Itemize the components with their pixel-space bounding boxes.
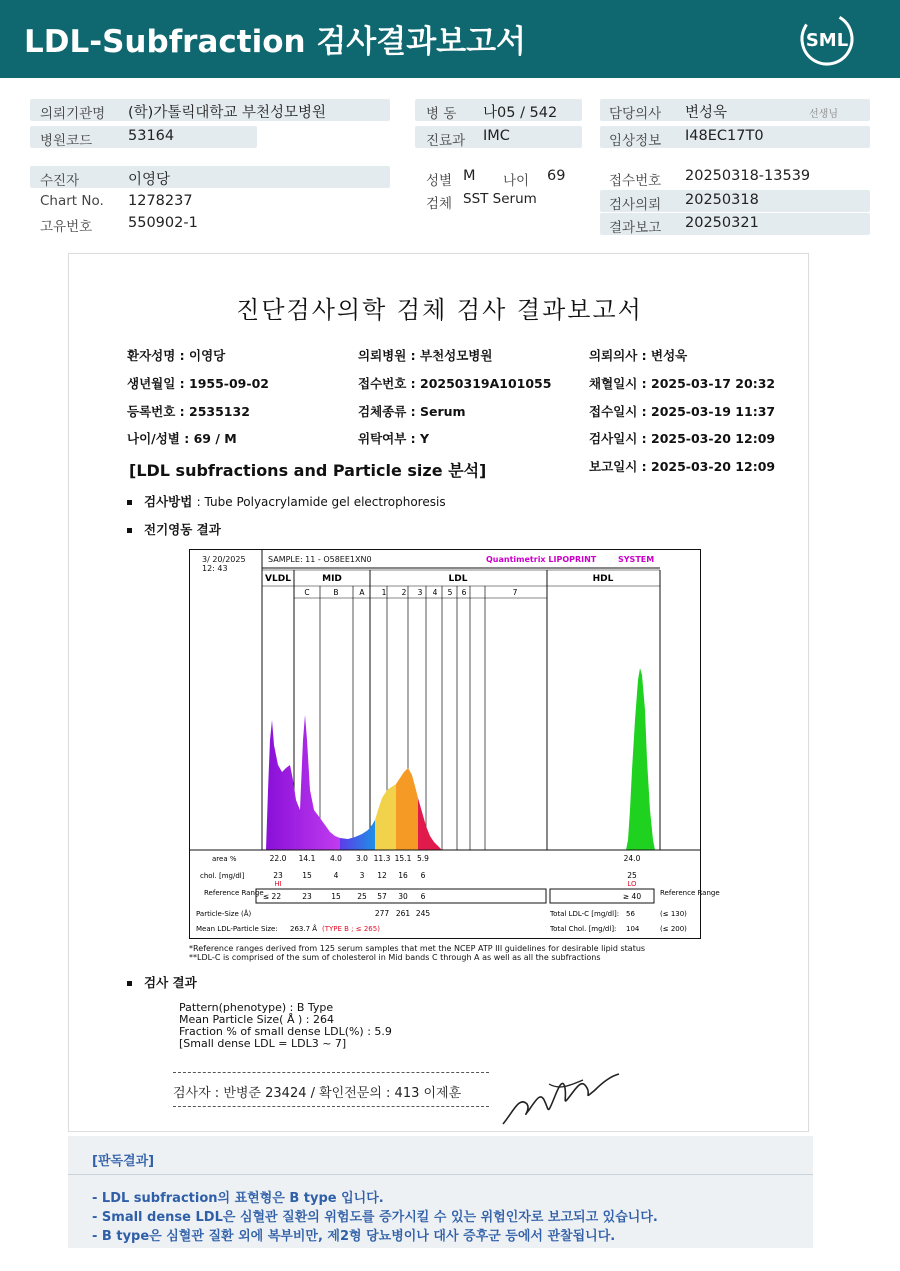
- tester-line: 검사자 : 반병준 23424 / 확인전문의 : 413 이제훈: [173, 1086, 462, 1101]
- uid-value: 550902-1: [128, 215, 198, 231]
- signature: [499, 1066, 629, 1130]
- area-c: 14.1: [298, 854, 316, 863]
- total-ldl-value: 56: [626, 910, 635, 918]
- chol-3: 6: [420, 871, 426, 880]
- band-5: 5: [447, 588, 453, 597]
- band-7: 7: [512, 588, 518, 597]
- chart-svg: [190, 550, 720, 938]
- result-small-dense: [Small dense LDL = LDL3 ~ 7]: [179, 1037, 347, 1050]
- dept-row: [415, 126, 582, 148]
- total-ldl-label: Total LDL-C [mg/dl]:: [550, 910, 620, 918]
- band-c: C: [304, 588, 310, 597]
- clinical-value: I48EC17T0: [685, 128, 764, 144]
- doctor-row: [600, 99, 870, 121]
- ref-vldl: ≤ 22: [262, 892, 282, 901]
- chol-c: 15: [302, 871, 312, 880]
- chart-time: 12: 43: [202, 564, 228, 573]
- band-3: 3: [417, 588, 423, 597]
- flag-lo: LO: [627, 880, 637, 888]
- chol-1: 12: [377, 871, 387, 880]
- ref-3: 6: [420, 892, 426, 901]
- field-specimen-type: 검체종류 : Serum: [358, 404, 466, 419]
- total-ldl-ref: (≤ 130): [660, 910, 687, 918]
- chol-a: 3: [359, 871, 365, 880]
- sml-logo: [798, 10, 856, 68]
- area-2: 15.1: [394, 854, 412, 863]
- divider: [173, 1106, 489, 1107]
- ps-3: 245: [415, 909, 431, 918]
- doctor-value: 변성욱: [685, 105, 728, 121]
- ldl3-peak: [418, 798, 442, 850]
- ps-2: 261: [395, 909, 411, 918]
- band-1: 1: [381, 588, 387, 597]
- area-vldl: 22.0: [269, 854, 287, 863]
- request-value: 20250318: [685, 192, 759, 208]
- judgement-item: - Small dense LDL은 심혈관 질환의 위험도를 증가시킬 수 있는 위험인자로 보고되고 있습니다.: [92, 1210, 658, 1225]
- request-label: 검사의뢰: [609, 197, 662, 213]
- electro-label: 전기영동 결과: [144, 522, 221, 537]
- area-a: 3.0: [356, 854, 368, 863]
- chart-sample: SAMPLE: 11 - O58EE1XN0: [268, 555, 372, 564]
- field-received: 접수일시 : 2025-03-19 11:37: [589, 404, 776, 419]
- result-label: 검사 결과: [144, 975, 197, 990]
- bullet-icon: [127, 981, 132, 986]
- divider: [173, 1072, 489, 1073]
- receipt-label: 접수번호: [609, 173, 662, 189]
- sex-age-row: [415, 166, 582, 188]
- mean-value: 263.7 Å: [290, 925, 318, 933]
- clinical-row: [600, 126, 870, 148]
- chart-brand: Quantimetrix LIPOPRINT: [486, 555, 597, 564]
- field-collect: 채혈일시 : 2025-03-17 20:32: [589, 376, 776, 391]
- group-ldl: LDL: [448, 574, 468, 584]
- result-pattern: Pattern(phenotype) : B Type: [179, 1001, 334, 1014]
- type-note: (TYPE B ; ≤ 265): [322, 925, 380, 933]
- row-chol-label: chol. [mg/dl]: [200, 872, 245, 880]
- total-chol-label: Total Chol. [mg/dl]:: [550, 925, 617, 933]
- ref-label: Reference Range: [204, 889, 264, 897]
- report-label: 결과보고: [609, 220, 662, 236]
- hospcode-label: 병원코드: [40, 133, 93, 149]
- chol-vldl: 23: [273, 871, 283, 880]
- ref-1: 57: [377, 892, 387, 901]
- vldl-peak: [266, 715, 340, 850]
- method-value: : Tube Polyacrylamide gel electrophoresis: [196, 495, 446, 509]
- doctor-label: 담당의사: [609, 106, 662, 122]
- chart-brand-suffix: SYSTEM: [618, 555, 655, 564]
- ps-1: 277: [374, 909, 390, 918]
- report-title: 진단검사의학 검체 검사 결과보고서: [236, 296, 643, 324]
- report-value: 20250321: [685, 215, 759, 231]
- chart-value: 1278237: [128, 193, 193, 209]
- result-heading: [127, 973, 197, 991]
- area-1: 11.3: [373, 854, 391, 863]
- mean-label: Mean LDL-Particle Size:: [196, 925, 278, 933]
- band-a: A: [359, 588, 365, 597]
- uid-label: 고유번호: [40, 219, 93, 235]
- ref-label-right: Reference Range: [660, 889, 720, 897]
- group-mid: MID: [322, 574, 342, 584]
- receipt-row: [600, 166, 870, 188]
- field-birth: 생년월일 : 1955-09-02: [127, 376, 269, 391]
- area-hdl: 24.0: [623, 854, 641, 863]
- specimen-row: [415, 189, 582, 211]
- field-tested: 검사일시 : 2025-03-20 12:09: [589, 431, 776, 446]
- dept-value: IMC: [483, 128, 510, 144]
- hospcode-value: 53164: [128, 128, 175, 144]
- patient-row: [30, 166, 390, 188]
- judgement-title: [판독결과]: [92, 1154, 155, 1169]
- footnote-2: **LDL-C is comprised of the sum of cholesterol in Mid bands C through A as well as all the subfractions: [189, 953, 601, 962]
- age-value: 69: [547, 168, 566, 184]
- chart-row: [30, 190, 390, 212]
- band-2: 2: [401, 588, 407, 597]
- section-title: [LDL subfractions and Particle size 분석]: [129, 461, 487, 480]
- field-name: 환자성명 : 이영당: [127, 348, 226, 363]
- ldl1-peak: [375, 784, 396, 850]
- chart-date: 3/ 20/2025: [202, 555, 246, 564]
- report-paper: [68, 253, 809, 1132]
- flag-hi: HI: [274, 880, 282, 888]
- ward-label: 병 동: [426, 106, 457, 122]
- field-requester: 의뢰의사 : 변성욱: [589, 348, 688, 363]
- patient-value: 이영당: [128, 172, 171, 188]
- report-row: [600, 213, 870, 235]
- method-line: [127, 492, 446, 510]
- band-4: 4: [432, 588, 438, 597]
- sex-label: 성별: [426, 173, 453, 189]
- ps-label: Particle-Size (Å): [196, 910, 252, 918]
- institution-row: [30, 99, 390, 121]
- area-b: 4.0: [330, 854, 342, 863]
- institution-value: (학)가톨릭대학교 부천성모병원: [128, 105, 327, 121]
- clinical-label: 임상정보: [609, 133, 662, 149]
- age-label: 나이: [503, 173, 530, 189]
- patient-label: 수진자: [40, 173, 80, 189]
- request-row: [600, 190, 870, 212]
- band-6: 6: [461, 588, 467, 597]
- chol-b: 4: [333, 871, 339, 880]
- ref-hdl: ≥ 40: [622, 892, 642, 901]
- judgement-panel: [68, 1136, 813, 1248]
- hdl-peak: [626, 668, 655, 850]
- bullet-icon: [127, 500, 132, 505]
- band-b: B: [333, 588, 339, 597]
- uid-row: [30, 212, 390, 234]
- field-reg-no: 등록번호 : 2535132: [127, 404, 250, 419]
- institution-label: 의뢰기관명: [40, 106, 106, 122]
- group-vldl: VLDL: [265, 574, 291, 584]
- result-mean-size: Mean Particle Size( Å ) : 264: [179, 1013, 334, 1026]
- hospcode-row: [30, 126, 257, 148]
- chol-hdl: 25: [627, 871, 637, 880]
- row-area-label: area %: [212, 855, 237, 863]
- field-age-sex: 나이/성별 : 69 / M: [127, 431, 237, 446]
- ward-row: [415, 99, 582, 121]
- electrophoresis-chart: [189, 549, 720, 939]
- dept-label: 진료과: [426, 133, 466, 149]
- specimen-label: 검체: [426, 196, 453, 212]
- result-lines: [179, 1002, 392, 1050]
- ref-a: 25: [357, 892, 367, 901]
- page-title: LDL-Subfraction 검사결과보고서: [24, 24, 526, 60]
- ref-2: 30: [398, 892, 408, 901]
- judgement-item: - B type은 심혈관 질환 외에 복부비만, 제2형 당뇨병이나 대사 증후군 등에서 관찰됩니다.: [92, 1229, 616, 1244]
- total-chol-ref: (≤ 200): [660, 925, 687, 933]
- logo-text: SML: [805, 30, 849, 51]
- chol-2: 16: [398, 871, 408, 880]
- ref-b: 15: [331, 892, 341, 901]
- method-label: 검사방법: [144, 494, 193, 509]
- result-fraction: Fraction % of small dense LDL(%) : 5.9: [179, 1025, 392, 1038]
- header-bar: [0, 0, 900, 78]
- electro-heading: [127, 520, 221, 538]
- specimen-value: SST Serum: [463, 191, 537, 207]
- field-reported: 보고일시 : 2025-03-20 12:09: [589, 459, 776, 474]
- sex-value: M: [463, 168, 476, 184]
- total-chol-value: 104: [626, 925, 640, 933]
- bullet-icon: [127, 528, 132, 533]
- doctor-suffix: 선생님: [809, 109, 838, 120]
- footnote-1: *Reference ranges derived from 125 serum samples that met the NCEP ATP III guidelines for desirable lipid status: [189, 944, 646, 953]
- group-hdl: HDL: [592, 574, 614, 584]
- judgement-divider: [68, 1174, 813, 1175]
- judgement-item: - LDL subfraction의 표현형은 B type 입니다.: [92, 1191, 384, 1206]
- ward-value: 나05 / 542: [483, 105, 558, 121]
- field-receipt-no: 접수번호 : 20250319A101055: [358, 376, 552, 391]
- field-consign: 위탁여부 : Y: [358, 431, 430, 446]
- ref-c: 23: [302, 892, 312, 901]
- receipt-value: 20250318-13539: [685, 168, 811, 184]
- area-3: 5.9: [417, 854, 429, 863]
- chart-label: Chart No.: [40, 193, 104, 209]
- ldl2-peak: [396, 768, 418, 850]
- field-hospital: 의뢰병원 : 부천성모병원: [358, 348, 493, 363]
